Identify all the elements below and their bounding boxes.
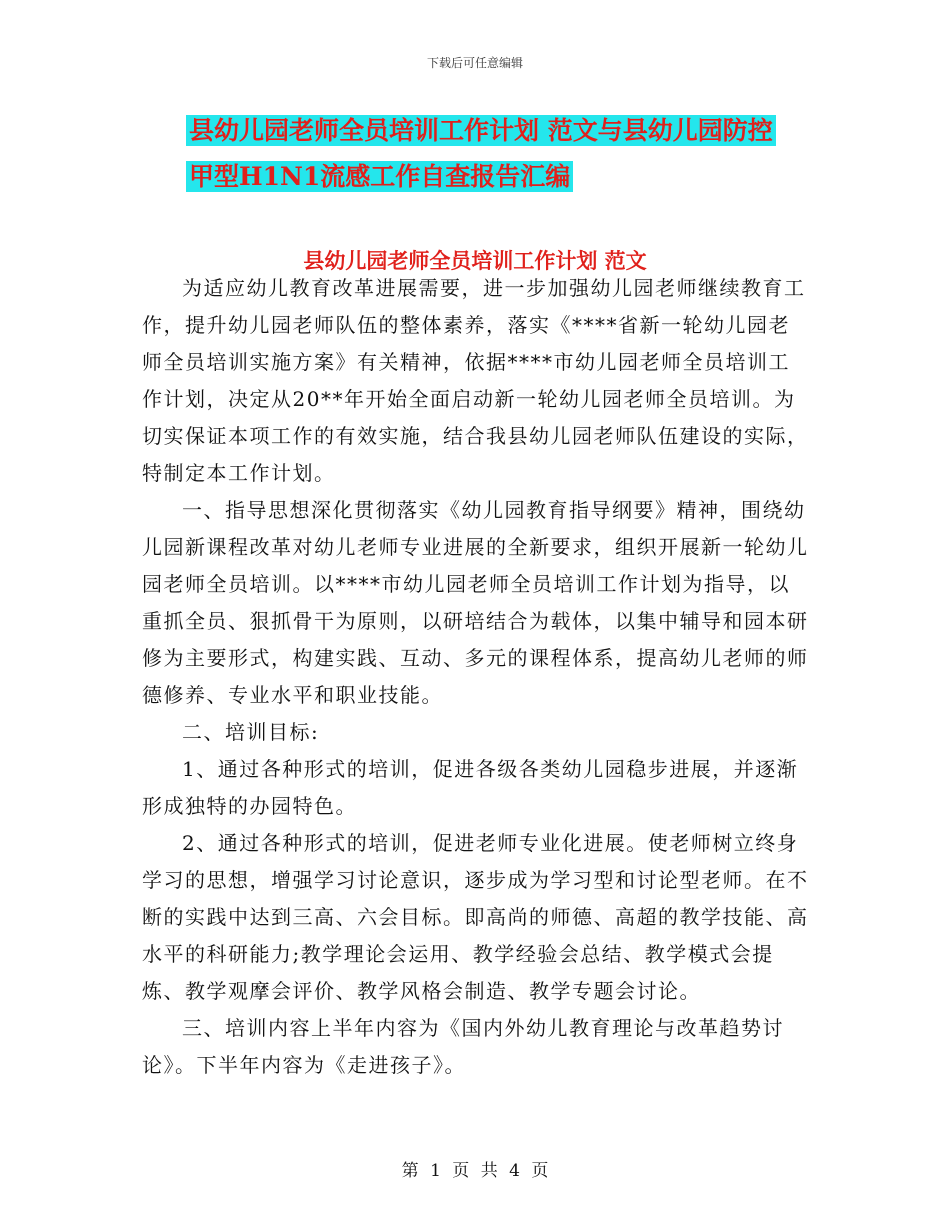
section-title: 县幼儿园老师全员培训工作计划 范文	[303, 248, 647, 273]
title-line-2: 甲型H1N1流感工作自查报告汇编	[186, 161, 573, 192]
body-text	[142, 270, 810, 1084]
document-title	[186, 108, 826, 200]
paragraph: 2、通过各种形式的培训，促进老师专业化进展。使老师树立终身学习的思想，增强学习讨论意识，逐步成为学习型和讨论型老师。在不断的实践中达到三高、六会目标。即高尚的师德、高超的教学技能、高水平的科研能力;教学理论会运用、教学经验会总结、教学模式会提炼、教学观摩会评价、教学风格会制造、教学专题会讨论。	[142, 831, 809, 1003]
paragraph: 二、培训目标:	[182, 720, 320, 744]
paragraph: 一、指导思想深化贯彻落实《幼儿园教育指导纲要》精神，围绕幼儿园新课程改革对幼儿老师专业进展的全新要求，组织开展新一轮幼儿园老师全员培训。以****市幼儿园老师全员培训工作计划为指导，以重抓全员、狠抓骨干为原则，以研培结合为载体，以集中辅导和园本研修为主要形式，构建实践、互动、多元的课程体系，提高幼儿老师的师德修养、专业水平和职业技能。	[142, 498, 809, 707]
header-note: 下载后可任意编辑	[426, 56, 523, 70]
paragraph: 1、通过各种形式的培训，促进各级各类幼儿园稳步进展，并逐渐形成独特的办园特色。	[142, 757, 799, 818]
paragraph: 为适应幼儿教育改革进展需要，进一步加强幼儿园老师继续教育工作，提升幼儿园老师队伍的整体素养，落实《****省新一轮幼儿园老师全员培训实施方案》有关精神，依据****市幼儿园老师全员培训工作计划，决定从20**年开始全面启动新一轮幼儿园老师全员培训。为切实保证本项工作的有效实施，结合我县幼儿园老师队伍建设的实际，特制定本工作计划。	[142, 276, 809, 485]
title-line-1: 县幼儿园老师全员培训工作计划 范文与县幼儿园防控	[186, 115, 776, 146]
paragraph: 三、培训内容上半年内容为《国内外幼儿教育理论与改革趋势讨论》。下半年内容为《走进孩子》。	[142, 1016, 784, 1077]
page-number: 第 1 页 共 4 页	[401, 1161, 549, 1181]
